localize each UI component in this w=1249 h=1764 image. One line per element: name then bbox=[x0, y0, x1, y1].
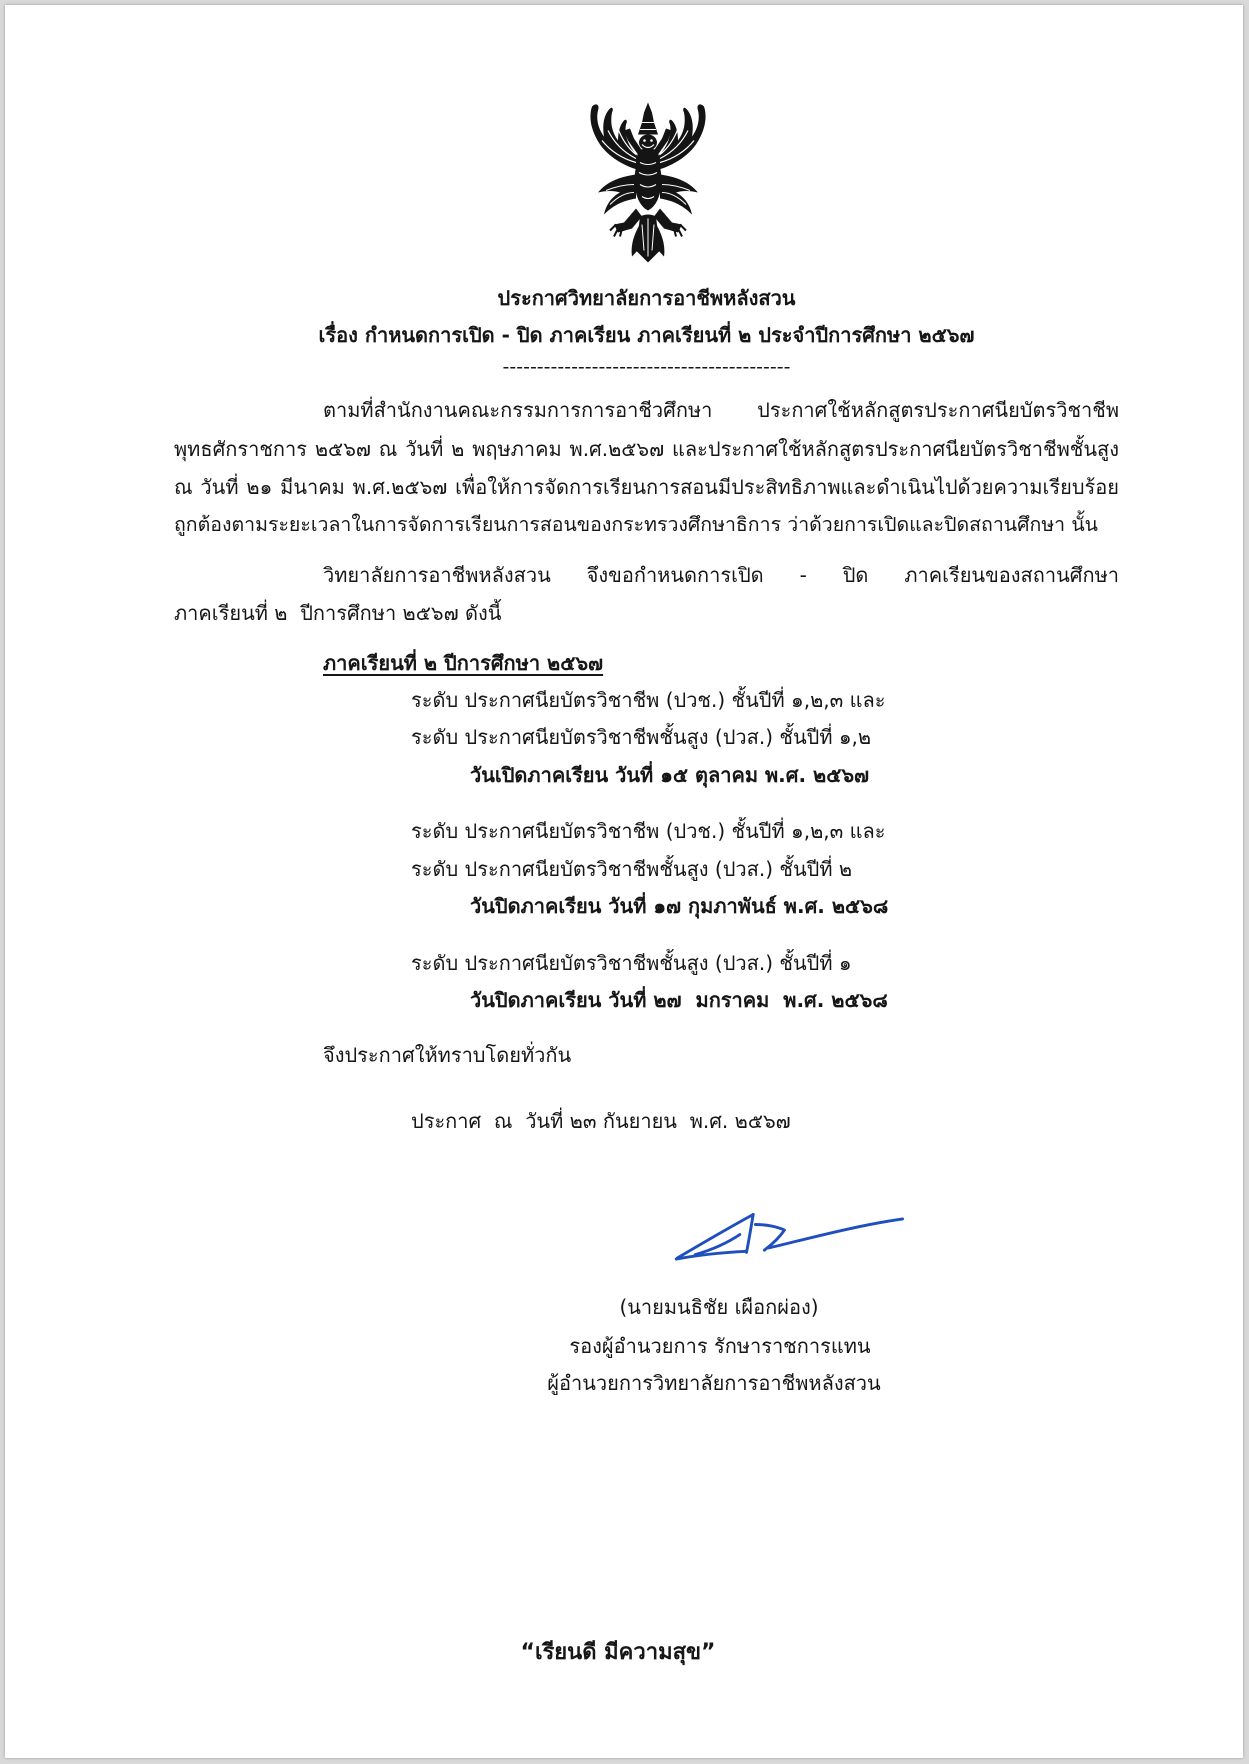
semester-close-date: วันปิดภาคเรียน วันที่ ๑๗ กุมภาพันธ์ พ.ศ. ๒๕๖๘ bbox=[470, 894, 889, 918]
semester-close-date: วันปิดภาคเรียน วันที่ ๒๗ มกราคม พ.ศ. ๒๕๖๘ bbox=[470, 988, 888, 1012]
paragraph-2-line-1: วิทยาลัยการอาชีพหลังสวน จึงขอกำหนดการเปิด - ปิด ภาคเรียนของสถานศึกษา bbox=[323, 563, 1119, 587]
garuda-emblem-icon bbox=[576, 100, 720, 264]
schedule-level-line: ระดับ ประกาศนียบัตรวิชาชีพชั้นสูง (ปวส.) ชั้นปีที่ ๑ bbox=[411, 951, 852, 975]
schedule-level-line: ระดับ ประกาศนียบัตรวิชาชีพ (ปวช.) ชั้นปีที่ ๑,๒,๓ และ bbox=[411, 688, 886, 712]
signatory-name: (นายมนธิชัย เผือกผ่อง) bbox=[619, 1295, 819, 1319]
college-motto: “เรียนดี มีความสุข” bbox=[520, 1640, 716, 1665]
paragraph-2-line-2: ภาคเรียนที่ ๒ ปีการศึกษา ๒๕๖๗ ดังนี้ bbox=[174, 601, 502, 625]
announcement-subject: เรื่อง กำหนดการเปิด - ปิด ภาคเรียน ภาคเรียนที่ ๒ ประจำปีการศึกษา ๒๕๖๗ bbox=[318, 323, 975, 347]
schedule-level-line: ระดับ ประกาศนียบัตรวิชาชีพชั้นสูง (ปวส.) ชั้นปีที่ ๑,๒ bbox=[411, 725, 872, 749]
paragraph-1-line-3: ณ วันที่ ๒๑ มีนาคม พ.ศ.๒๕๖๗ เพื่อให้การจัดการเรียนการสอนมีประสิทธิภาพและดำเนินไปด้วยความเรียบร้อย bbox=[174, 475, 1119, 499]
paragraph-1-line-4: ถูกต้องตามระยะเวลาในการจัดการเรียนการสอนของกระทรวงศึกษาธิการ ว่าด้วยการเปิดและปิดสถานศึกษา นั้น bbox=[174, 513, 1098, 536]
schedule-level-line: ระดับ ประกาศนียบัตรวิชาชีพชั้นสูง (ปวส.) ชั้นปีที่ ๒ bbox=[411, 857, 853, 881]
signatory-position-2: ผู้อำนวยการวิทยาลัยการอาชีพหลังสวน bbox=[547, 1371, 881, 1395]
handwritten-signature bbox=[672, 1210, 908, 1268]
schedule-heading: ภาคเรียนที่ ๒ ปีการศึกษา ๒๕๖๗ bbox=[323, 651, 604, 675]
announcement-date: ประกาศ ณ วันที่ ๒๓ กันยายน พ.ศ. ๒๕๖๗ bbox=[411, 1109, 791, 1133]
paragraph-1-line-2: พุทธศักราชการ ๒๕๖๗ ณ วันที่ ๒ พฤษภาคม พ.ศ.๒๕๖๗ และประกาศใช้หลักสูตรประกาศนียบัตรวิชาชีพชั้นสูง bbox=[174, 437, 1119, 461]
semester-open-date: วันเปิดภาคเรียน วันที่ ๑๕ ตุลาคม พ.ศ. ๒๕๖๗ bbox=[470, 763, 870, 787]
signatory-position-1: รองผู้อำนวยการ รักษาราชการแทน bbox=[569, 1334, 871, 1358]
announcement-title: ประกาศวิทยาลัยการอาชีพหลังสวน bbox=[497, 286, 796, 310]
paragraph-1-line-1: ตามที่สำนักงานคณะกรรมการการอาชีวศึกษา ประกาศใช้หลักสูตรประกาศนียบัตรวิชาชีพ bbox=[323, 398, 1119, 422]
title-separator: ------------------------------------------ bbox=[502, 356, 791, 378]
schedule-level-line: ระดับ ประกาศนียบัตรวิชาชีพ (ปวช.) ชั้นปีที่ ๑,๒,๓ และ bbox=[411, 819, 886, 843]
closing-statement: จึงประกาศให้ทราบโดยทั่วกัน bbox=[323, 1043, 572, 1067]
